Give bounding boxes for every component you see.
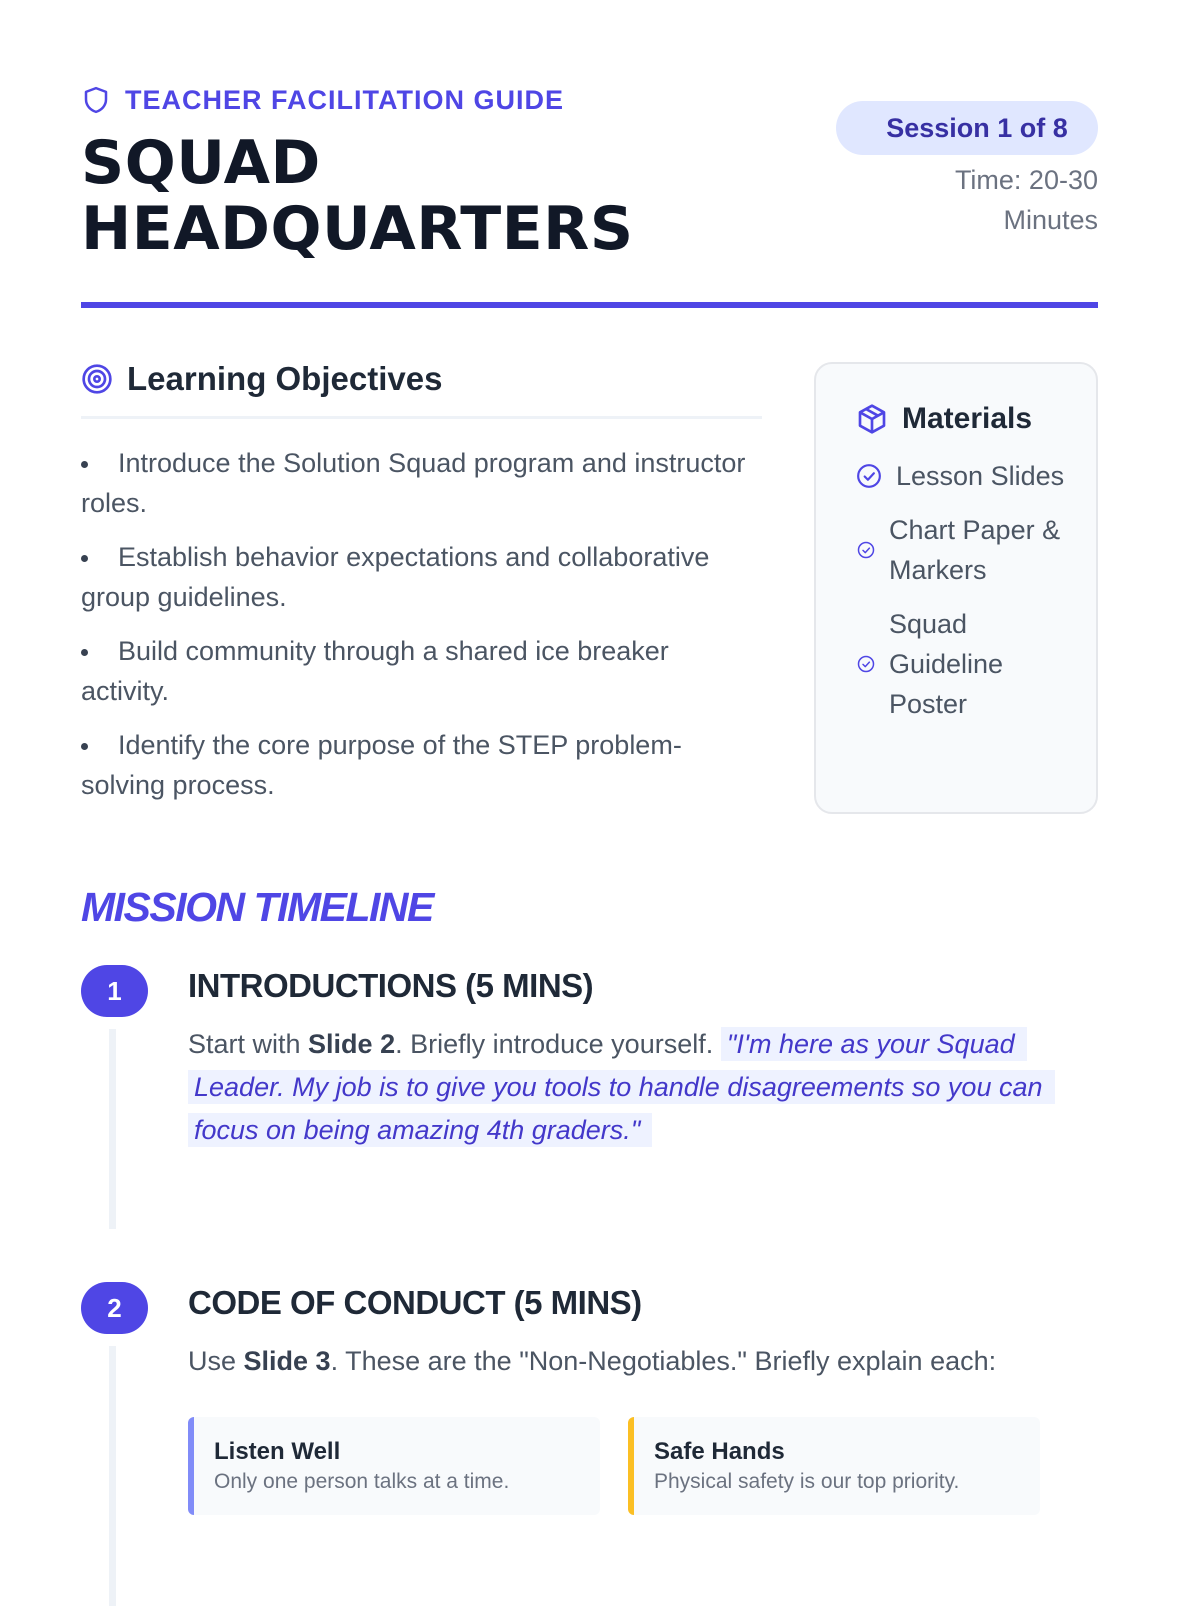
session-time: Time: 20-30 Minutes	[954, 165, 1098, 235]
step-title: INTRODUCTIONS (5 MINS)	[188, 967, 594, 1004]
step-description	[188, 1340, 1088, 1383]
session-badge: Session 1 of 8	[836, 101, 1098, 155]
objective-item: Build community through a shared ice breaker activity.	[81, 631, 762, 711]
slide-reference: Slide 3	[243, 1346, 331, 1376]
step-text: . Briefly introduce yourself.	[395, 1029, 721, 1059]
check-circle-icon	[856, 463, 882, 489]
timeline-step-2	[81, 1282, 1101, 1600]
check-circle-icon	[857, 655, 875, 673]
script-quote: "I'm here as your Squad Leader. My job is to give you tools to handle disagreements so you can focus on being amazing 4th graders."	[188, 1027, 1055, 1147]
rule-description: Physical safety is our top priority.	[654, 1470, 960, 1493]
page-title	[81, 130, 634, 262]
material-item	[856, 604, 1076, 724]
objectives-list	[81, 443, 762, 805]
conduct-rules	[188, 1417, 1040, 1515]
objectives-heading	[81, 360, 762, 398]
target-icon	[81, 363, 113, 395]
material-label: Chart Paper & Markers	[889, 515, 1061, 585]
rule-card-safe-hands	[628, 1417, 1040, 1515]
objectives-divider	[81, 416, 762, 419]
header-divider	[81, 302, 1098, 308]
shield-icon	[81, 84, 111, 116]
title-line-2: HEADQUARTERS	[81, 194, 634, 264]
package-icon	[856, 403, 888, 435]
step-number-badge: 2	[81, 1282, 148, 1334]
check-circle-icon	[857, 541, 875, 559]
materials-list	[856, 456, 1076, 724]
step-text: . These are the "Non-Negotiables." Briefly explain each:	[330, 1346, 997, 1376]
material-item	[856, 456, 1076, 496]
rule-title: Safe Hands	[654, 1438, 785, 1465]
rule-description: Only one person talks at a time.	[214, 1470, 510, 1493]
title-line-1: SQUAD	[81, 128, 321, 198]
rule-title: Listen Well	[214, 1438, 341, 1465]
objective-item: Establish behavior expectations and collaborative group guidelines.	[81, 537, 762, 617]
step-text: Start with	[188, 1029, 309, 1059]
eyebrow-label: TEACHER FACILITATION GUIDE	[125, 84, 564, 115]
slide-reference: Slide 2	[308, 1029, 396, 1059]
timeline-connector	[109, 1346, 116, 1606]
material-label: Lesson Slides	[896, 461, 1065, 491]
objective-item: Introduce the Solution Squad program and instructor roles.	[81, 443, 762, 523]
objectives-heading-label: Learning Objectives	[127, 360, 443, 397]
materials-heading-label: Materials	[902, 402, 1033, 435]
material-item	[856, 510, 1076, 590]
step-text: Use	[188, 1346, 244, 1376]
materials-card	[814, 362, 1098, 814]
materials-heading	[856, 402, 1076, 436]
page-header	[81, 0, 1098, 308]
timeline-heading: MISSION TIMELINE	[81, 884, 433, 930]
material-label: Squad Guideline Poster	[889, 609, 1004, 719]
guide-eyebrow	[81, 84, 564, 116]
learning-objectives-section	[81, 360, 762, 819]
timeline-connector	[109, 1029, 116, 1229]
timeline-step-1	[81, 965, 1101, 1265]
step-description	[188, 1023, 1088, 1152]
step-title: CODE OF CONDUCT (5 MINS)	[188, 1284, 642, 1321]
rule-card-listen-well	[188, 1417, 600, 1515]
objective-item: Identify the core purpose of the STEP problem-solving process.	[81, 725, 762, 805]
step-number-badge: 1	[81, 965, 148, 1017]
